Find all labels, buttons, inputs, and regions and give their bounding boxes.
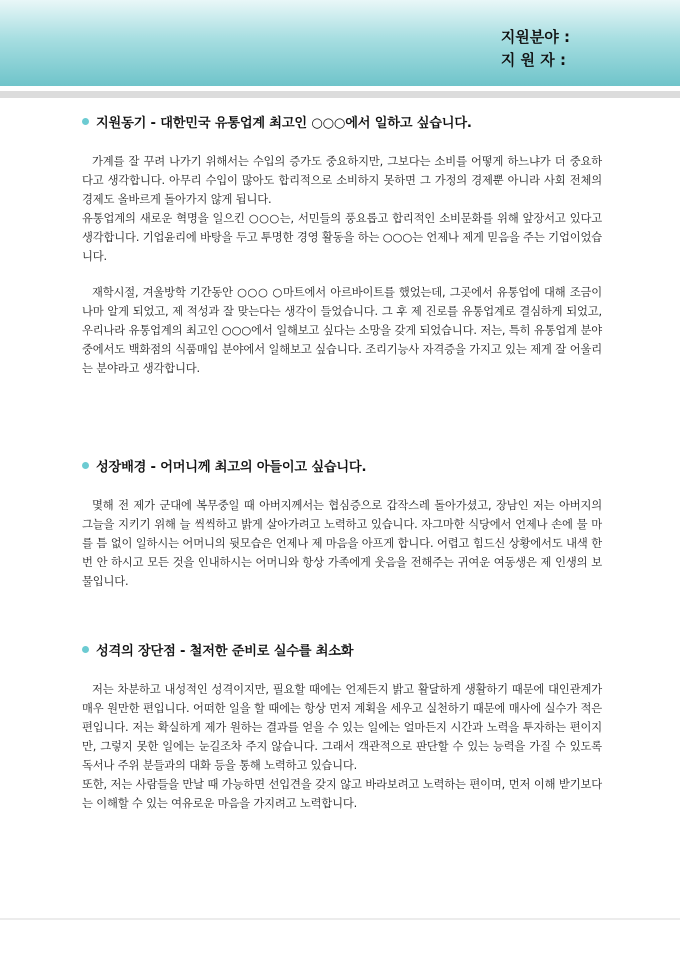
applicant-info [501,26,570,72]
applicant-label: 지 원 자 : [500,51,566,69]
section-title: 성격의 장단점 - 철저한 준비로 실수를 최소화 [96,644,354,659]
paragraph: 유통업계의 새로운 혁명을 일으킨 ○○○는, 서민들의 풍요롭고 합리적인 소비문화를 위해 앞장서고 있다고 생각합니다. 기업윤리에 바탕을 두고 투명한 경영 활동을 하는 ○○○는 언제나 제게 믿음을 주는 기업이었습니다. [82,212,602,263]
paragraph: 가계를 잘 꾸려 나가기 위해서는 수입의 증가도 중요하지만, 그보다는 소비를 어떻게 하느냐가 더 중요하다고 생각합니다. 아무리 수입이 많아도 합리적으로 소비하지 못하면 그 가정의 경제뿐 아니라 사회 전체의 경제도 올바르게 돌아가지 않게 됩니다. [82,155,602,206]
footer-divider [0,918,680,920]
paragraph: 또한, 저는 사람들을 만날 때 가능하면 선입견을 갖지 않고 바라보려고 노력하는 편이며, 먼저 이해 받기보다는 이해할 수 있는 여유로운 마음을 가지려고 노력합니다. [82,778,602,810]
section-background [82,456,602,591]
header-divider [0,91,680,98]
section-motivation [82,112,602,378]
bullet-icon [82,646,89,653]
header-band [0,0,680,86]
section-personality [82,640,602,813]
field-label: 지원분야 : [500,28,570,46]
bullet-icon [82,462,89,469]
bullet-icon [82,118,89,125]
section-title: 지원동기 - 대한민국 유통업계 최고인 ○○○에서 일하고 싶습니다. [96,116,472,131]
section-title: 성장배경 - 어머니께 최고의 아들이고 싶습니다. [96,460,367,475]
paragraph: 저는 차분하고 내성적인 성격이지만, 필요할 때에는 언제든지 밝고 활달하게 생활하기 때문에 대인관계가 매우 원만한 편입니다. 어떠한 일을 할 때에는 항상 먼저 계획을 세우고 실천하기 때문에 매사에 실수가 적은 편입니다. 저는 확실하게 제가 원하는 결과를 얻을 수 있는 일에는 얼마든지 시간과 노력을 투자하는 편이지만, 그렇지 못한 일에는 눈길조차 주지 않습니다. 그래서 객관적으로 판단할 수 있는 능력을 가질 수 있도록 독서나 주위 분들과의 대화 등을 통해 노력하고 있습니다. [82,683,602,772]
paragraph: 몇해 전 제가 군대에 복무중일 때 아버지께서는 협심증으로 갑작스레 돌아가셨고, 장남인 저는 아버지의 그늘을 지키기 위해 늘 씩씩하고 밝게 살아가려고 노력하고 있습니다. 자그마한 식당에서 언제나 손에 물 마를 틈 없이 일하시는 어머니의 뒷모습은 언제나 제 마음을 아프게 합니다. 어렵고 힘드신 상황에서도 내색 한번 안 하시고 모든 것을 인내하시는 어머니와 항상 가족에게 웃음을 전해주는 귀여운 여동생은 제 인생의 보물입니다. [82,499,602,588]
paragraph: 재학시절, 겨울방학 기간동안 ○○○ ○마트에서 아르바이트를 했었는데, 그곳에서 유통업에 대해 조금이나마 알게 되었고, 제 적성과 잘 맞는다는 생각이 들었습니다. 그 후 제 진로를 유통업계로 결심하게 되었고, 우리나라 유통업계의 최고인 ○○○에서 일해보고 싶다는 소망을 갖게 되었습니다. 저는, 특히 유통업계 분야 중에서도 백화점의 식품매입 분야에서 일해보고 싶습니다. 조리기능사 자격증을 가지고 있는 제게 잘 어울리는 분야라고 생각합니다. [82,286,602,375]
